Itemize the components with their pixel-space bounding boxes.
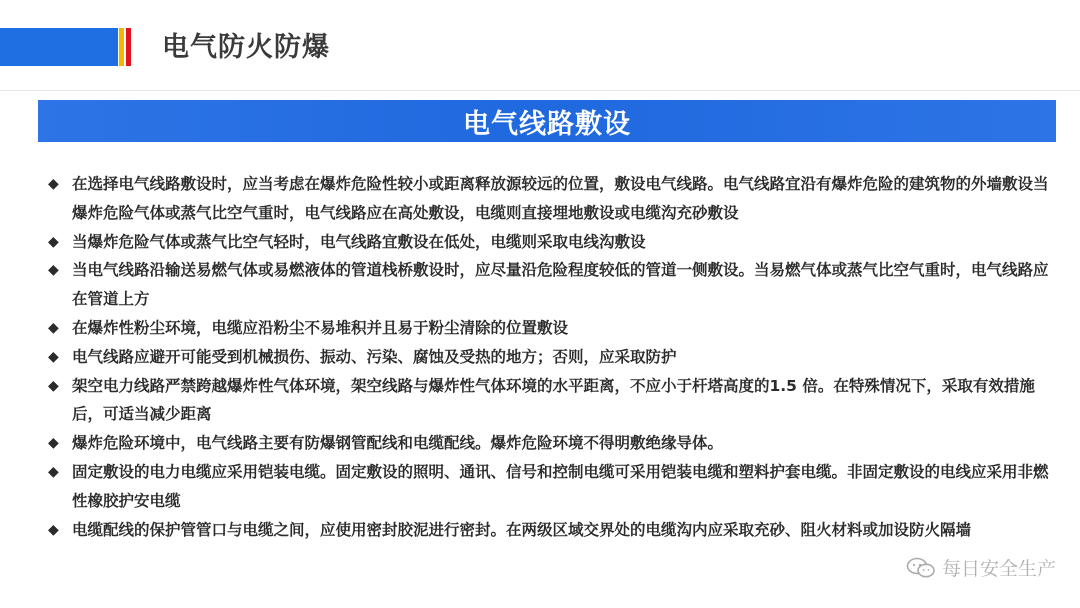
list-item	[48, 429, 1058, 458]
list-item-text: 爆炸危险环境中，电气线路主要有防爆钢管配线和电缆配线。爆炸危险环境不得明敷绝缘导体。	[72, 434, 724, 453]
list-item-text: 在爆炸性粉尘环境，电缆应沿粉尘不易堆积并且易于粉尘清除的位置敷设	[72, 318, 569, 337]
wechat-icon	[906, 557, 936, 579]
list-item	[48, 256, 1058, 314]
header-accent-stripe-yellow	[119, 28, 124, 66]
diamond-bullet-icon: ◆	[48, 521, 59, 538]
diamond-bullet-icon: ◆	[48, 233, 59, 250]
list-item-text: 当爆炸危险气体或蒸气比空气轻时，电气线路宜敷设在低处，电缆则采取电线沟敷设	[72, 232, 646, 251]
list-item-text: 电缆配线的保护管管口与电缆之间，应使用密封胶泥进行密封。在两级区域交界处的电缆沟内应采取充砂、阻火材料或加设防火隔墙	[72, 520, 972, 539]
diamond-bullet-icon: ◆	[48, 262, 59, 279]
list-item-text: 固定敷设的电力电缆应采用铠装电缆。固定敷设的照明、通讯、信号和控制电缆可采用铠装电缆和塑料护套电缆。非固定敷设的电线应采用非燃性橡胶护安电缆	[72, 462, 1049, 510]
header-accent-stripe-red	[126, 28, 131, 66]
diamond-bullet-icon: ◆	[48, 463, 59, 480]
section-title: 电气线路敷设	[463, 108, 631, 140]
watermark-text: 每日安全生产	[941, 558, 1056, 580]
list-item-text: 当电气线路沿输送易燃气体或易燃液体的管道栈桥敷设时，应尽量沿危险程度较低的管道一侧敷设。当易燃气体或蒸气比空气重时，电气线路应在管道上方	[72, 261, 1049, 309]
list-item	[48, 458, 1058, 516]
list-item	[48, 372, 1058, 430]
section-banner	[38, 100, 1056, 142]
list-item-text: 在选择电气线路敷设时，应当考虑在爆炸危险性较小或距离释放源较远的位置，敷设电气线路。电气线路宜沿有爆炸危险的建筑物的外墙敷设当爆炸危险气体或蒸气比空气重时，电气线路应在高处敷设，电缆则直接埋地敷设或电缆沟充砂敷设	[72, 175, 1049, 222]
diamond-bullet-icon: ◆	[48, 435, 59, 452]
list-item	[48, 516, 1058, 545]
diamond-bullet-icon: ◆	[48, 176, 59, 192]
list-item	[48, 343, 1058, 372]
header-accent-bar	[0, 28, 118, 66]
diamond-bullet-icon: ◆	[48, 319, 59, 336]
watermark	[900, 552, 1062, 583]
bullet-list	[48, 170, 1058, 544]
diamond-bullet-icon: ◆	[48, 348, 59, 365]
page-title: 电气防火防爆	[162, 32, 330, 63]
list-item	[48, 314, 1058, 343]
list-item-text: 架空电力线路严禁跨越爆炸性气体环境，架空线路与爆炸性气体环境的水平距离，不应小于杆塔高度的1.5 倍。在特殊情况下，采取有效措施后，可适当减少距离	[72, 376, 1035, 424]
list-item	[48, 228, 1058, 257]
list-item-text: 电气线路应避开可能受到机械损伤、振动、污染、腐蚀及受热的地方；否则，应采取防护	[72, 347, 677, 366]
header-divider	[0, 90, 1080, 91]
diamond-bullet-icon: ◆	[48, 377, 59, 394]
list-item	[48, 170, 1058, 228]
